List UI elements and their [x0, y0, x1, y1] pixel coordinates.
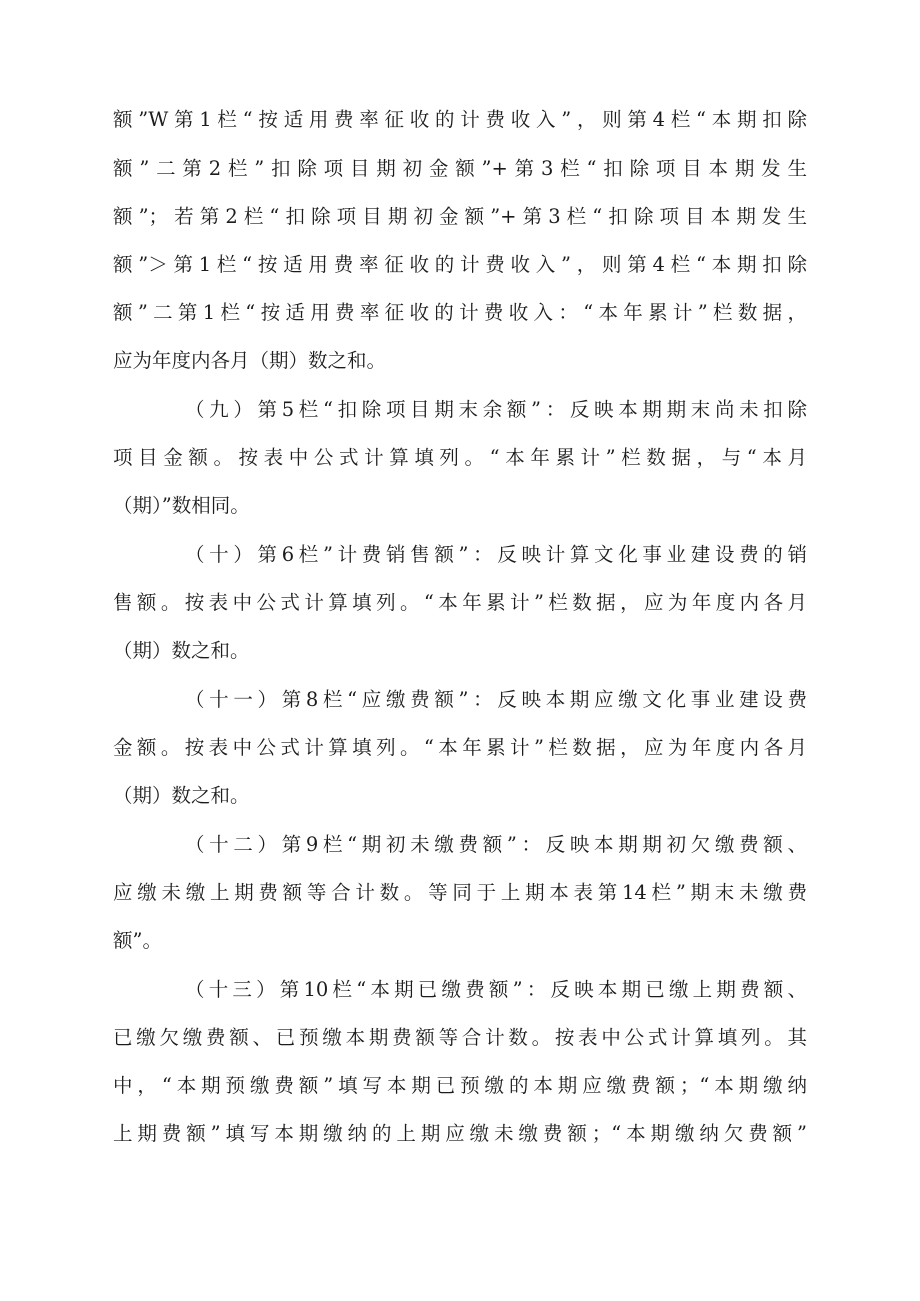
- text-line: （十一）第8栏“应缴费额”：反映本期应缴文化事业建设费: [185, 688, 807, 711]
- text-line: 额”二第2栏”扣除项目期初金额”+第3栏“扣除项目本期发生: [113, 157, 807, 180]
- text-line: 额”＞第1栏“按适用费率征收的计费收入”，则第4栏“本期扣除: [113, 253, 807, 276]
- text-line: 额”二第1栏“按适用费率征收的计费收入：“本年累计”栏数据，: [113, 301, 807, 324]
- text-line: （九）第5栏“扣除项目期末余额”：反映本期期末尚未扣除: [185, 398, 807, 421]
- text-line: 中，“本期预缴费额”填写本期已预缴的本期应缴费额；“本期缴纳: [113, 1074, 807, 1097]
- text-line: 额”W第1栏“按适用费率征收的计费收入”，则第4栏“本期扣除: [113, 108, 807, 131]
- text-line: （十二）第9栏“期初未缴费额”：反映本期期初欠缴费额、: [185, 833, 807, 856]
- text-line: （十）第6栏”计费销售额”：反映计算文化事业建设费的销: [185, 543, 807, 566]
- text-line: 应为年度内各月（期）数之和。: [113, 349, 387, 372]
- text-line: 上期费额”填写本期缴纳的上期应缴未缴费额；“本期缴纳欠费额”: [113, 1122, 807, 1145]
- text-line: 售额。按表中公式计算填列。“本年累计”栏数据，应为年度内各月: [113, 591, 807, 614]
- text-line: 金额。按表中公式计算填列。“本年累计”栏数据，应为年度内各月: [113, 736, 807, 759]
- text-line: （期）”数相同。: [113, 494, 250, 517]
- text-line: （期）数之和。: [113, 639, 250, 662]
- text-line: 额”。: [113, 929, 162, 952]
- text-line: 应缴未缴上期费额等合计数。等同于上期本表第14栏”期末未缴费: [113, 881, 807, 904]
- text-line: 已缴欠缴费额、已预缴本期费额等合计数。按表中公式计算填列。其: [113, 1026, 807, 1049]
- text-line: 额”；若第2栏“扣除项目期初金额”+第3栏“扣除项目本期发生: [113, 205, 807, 228]
- text-line: 项目金额。按表中公式计算填列。“本年累计”栏数据，与“本月: [113, 446, 807, 469]
- text-line: （期）数之和。: [113, 784, 250, 807]
- text-line: （十三）第10栏“本期已缴费额”：反映本期已缴上期费额、: [185, 978, 807, 1001]
